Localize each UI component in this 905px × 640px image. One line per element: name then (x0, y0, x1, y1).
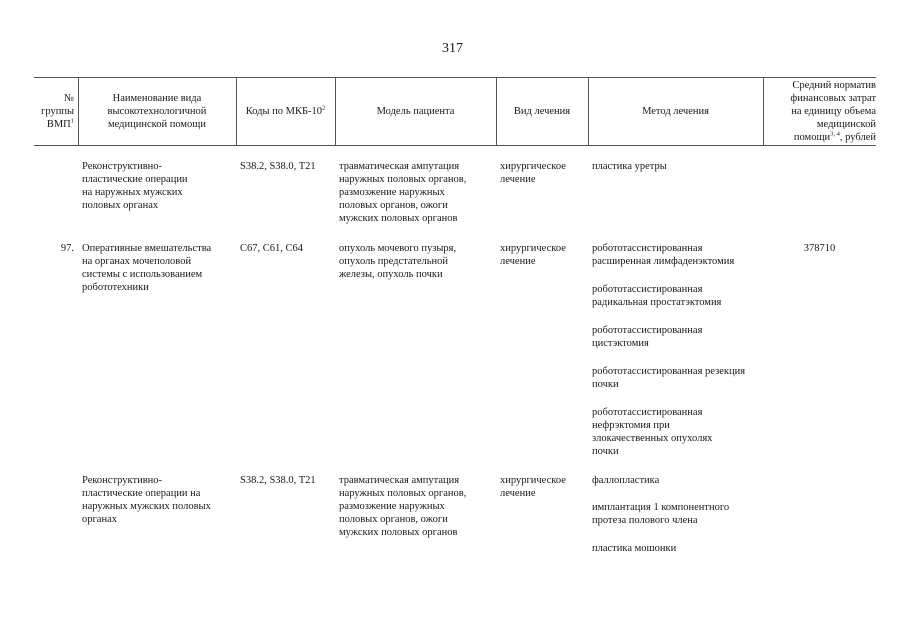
header-treatment-method: Метод лечения (642, 105, 709, 117)
table-header-rule (34, 145, 876, 146)
row-treatment-type: хирургическое лечение (500, 243, 566, 267)
header-group-number: № группы ВМП$^1$ (41, 92, 74, 130)
row-icd-codes: S38.2, S38.0, T21 (240, 161, 316, 172)
header-icd-codes: Коды по МКБ-$10^2$ (245, 104, 326, 117)
row-method: робототассистированная резекция почки (592, 366, 746, 390)
row-treatment-type: хирургическое лечение (500, 475, 566, 499)
row-method: робототассистированная радикальная простатэктомия (592, 284, 722, 308)
row-cost-norm: 378710 (803, 243, 836, 254)
header-care-type: Наименование вида высокотехнологичной медицинской помощи (107, 92, 207, 130)
row-care-name: Реконструктивно- пластические операции на наружных мужских половых органах (82, 475, 211, 525)
row-method: робототассистированная расширенная лимфаденэктомия (592, 243, 735, 267)
row-method: пластика уретры (592, 161, 667, 172)
row-treatment-type: хирургическое лечение (500, 161, 566, 185)
header-treatment-type: Вид лечения (513, 105, 571, 117)
row-method: робототассистированная нефрэктомия при злокачественных опухолях почки (592, 407, 713, 457)
header-cost-norm: Средний норматив финансовых затрат на единицу объема медицинской помощи$^{3, 4}$, рублей (790, 79, 876, 143)
row-patient-model: опухоль мочевого пузыря, опухоль предстательной железы, опухоль почки (339, 243, 457, 280)
row-icd-codes: C67, C61, C64 (240, 243, 304, 254)
row-method: имплантация 1 компонентного протеза полового члена (592, 502, 730, 526)
row-method: пластика мошонки (592, 543, 677, 554)
page-number: 317 (442, 41, 463, 56)
row-care-name: Реконструктивно- пластические операции на наружных мужских половых органах (82, 161, 188, 211)
row-icd-codes: S38.2, S38.0, T21 (240, 475, 316, 486)
header-patient-model: Модель пациента (376, 105, 455, 117)
row-group-number: 97. (60, 243, 74, 254)
row-care-name: Оперативные вмешательства на органах мочеполовой системы с использованием робототехники (82, 243, 212, 293)
row-method: робототассистированная цистэктомия (592, 325, 703, 349)
row-method: фаллопластика (592, 475, 660, 486)
row-patient-model: травматическая ампутация наружных половых органов, размозжение наружных половых органов, ожоги мужских половых органов (339, 475, 467, 538)
row-patient-model: травматическая ампутация наружных половых органов, размозжение наружных половых органов, ожоги мужских половых органов (339, 161, 467, 224)
